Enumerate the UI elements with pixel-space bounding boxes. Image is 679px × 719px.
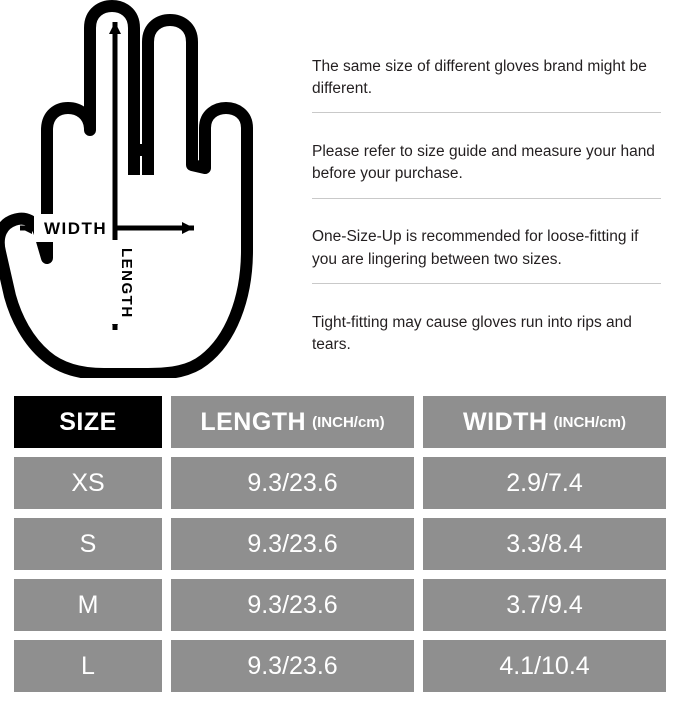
cell-length: 9.3/23.6: [171, 518, 414, 570]
cell-width: 4.1/10.4: [423, 640, 666, 692]
header-width-text: WIDTH: [463, 407, 548, 436]
length-label: LENGTH: [118, 248, 135, 319]
header-length-text: LENGTH: [200, 407, 307, 436]
notes-list: [300, 0, 679, 369]
cell-width: 2.9/7.4: [423, 457, 666, 509]
cell-size: L: [14, 640, 162, 692]
cell-width: 3.7/9.4: [423, 579, 666, 631]
cell-length: 9.3/23.6: [171, 457, 414, 509]
header-length-unit: (INCH/cm): [312, 413, 385, 431]
note-item: The same size of different gloves brand might be different.: [312, 56, 661, 114]
note-item: Tight-fitting may cause gloves run into rips and tears.: [312, 313, 632, 354]
header-width: [423, 396, 666, 448]
hand-outline-icon: [0, 0, 300, 378]
width-label: WIDTH: [44, 219, 108, 238]
size-table: [14, 396, 665, 701]
cell-length: 9.3/23.6: [171, 640, 414, 692]
table-row: [14, 579, 665, 631]
table-header-row: [14, 396, 665, 448]
cell-size: S: [14, 518, 162, 570]
note-item: Please refer to size guide and measure your hand before your purchase.: [312, 129, 661, 199]
note-item: One-Size-Up is recommended for loose-fitting if you are lingering between two sizes.: [312, 214, 661, 284]
cell-width: 3.3/8.4: [423, 518, 666, 570]
table-row: [14, 640, 665, 692]
hand-diagram: [0, 0, 300, 378]
header-size: SIZE: [14, 396, 162, 448]
cell-length: 9.3/23.6: [171, 579, 414, 631]
cell-size: M: [14, 579, 162, 631]
cell-size: XS: [14, 457, 162, 509]
table-row: [14, 457, 665, 509]
header-length: [171, 396, 414, 448]
header-width-unit: (INCH/cm): [553, 413, 626, 431]
table-row: [14, 518, 665, 570]
